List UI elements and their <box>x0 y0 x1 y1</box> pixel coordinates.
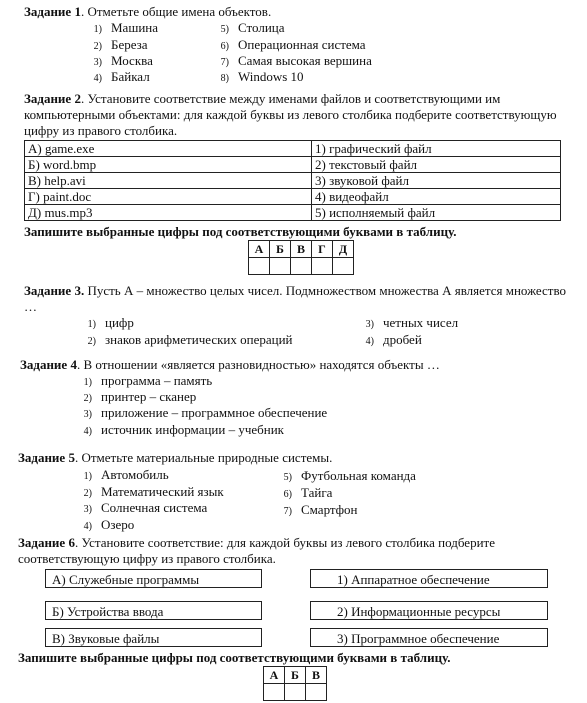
task6-text: . Установите соответствие: для каждой буквы из левого столбика подберите соответствующую цифру из правого столбика. <box>18 535 495 566</box>
task4-heading <box>20 357 440 373</box>
task5-item: 2) Математический язык <box>83 484 224 499</box>
task2-heading <box>24 91 569 139</box>
task3-item: 3) четных чисел <box>365 315 459 330</box>
task1-item: 3) Москва <box>93 53 153 68</box>
task5-item: 7) Смартфон <box>283 502 358 517</box>
task6-answer-table <box>263 666 327 701</box>
task3-item: 2) знаков арифметических операций <box>87 332 293 347</box>
task6-right-option[interactable]: 3) Программное обеспечение <box>310 628 548 647</box>
left-cell: Б) word.bmp <box>25 157 312 173</box>
task3-text: Пусть А – множество целых чисел. Подмножеством множества А является множество … <box>24 283 567 314</box>
task2-answer-table <box>248 240 354 275</box>
task2-label: Задание 2 <box>24 91 81 106</box>
task5-item: 5) Футбольная команда <box>283 468 416 483</box>
task1-item: 1) Машина <box>93 20 159 35</box>
table-row <box>264 667 327 684</box>
left-cell: А) game.exe <box>25 141 312 157</box>
task4-item: 4) источник информации – учебник <box>83 422 284 437</box>
answer-header: Б <box>270 241 291 258</box>
right-cell: 4) видеофайл <box>312 189 561 205</box>
answer-cell[interactable] <box>291 258 312 275</box>
answer-cell[interactable] <box>249 258 270 275</box>
task5-item: 4) Озеро <box>83 517 135 532</box>
task3-heading <box>24 283 569 315</box>
right-cell: 3) звуковой файл <box>312 173 561 189</box>
task6-left-option[interactable]: А) Служебные программы <box>45 569 262 588</box>
answer-cell[interactable] <box>270 258 291 275</box>
table-row <box>25 157 561 173</box>
answer-header: А <box>249 241 270 258</box>
task4-item: 1) программа – память <box>83 373 213 388</box>
task6-heading <box>18 535 570 567</box>
answer-header: А <box>264 667 285 684</box>
right-cell: 5) исполняемый файл <box>312 205 561 221</box>
answer-cell[interactable] <box>333 258 354 275</box>
task4-item: 3) приложение – программное обеспечение <box>83 405 328 420</box>
task5-item: 1) Автомобиль <box>83 467 169 482</box>
task5-item: 6) Тайга <box>283 485 333 500</box>
answer-header: Д <box>333 241 354 258</box>
answer-cell[interactable] <box>264 684 285 701</box>
task1-item: 7) Самая высокая вершина <box>220 53 372 68</box>
right-cell: 1) графический файл <box>312 141 561 157</box>
task1-text: . Отметьте общие имена объектов. <box>80 4 272 19</box>
task5-label: Задание 5 <box>18 450 75 465</box>
task6-left-option[interactable]: В) Звуковые файлы <box>45 628 262 647</box>
left-cell: Д) mus.mp3 <box>25 205 312 221</box>
table-row <box>25 141 561 157</box>
task3-item: 4) дробей <box>365 332 422 347</box>
answer-cell[interactable] <box>312 258 333 275</box>
left-cell: В) help.avi <box>25 173 312 189</box>
task5-item: 3) Солнечная система <box>83 500 208 515</box>
task6-left-option[interactable]: Б) Устройства ввода <box>45 601 262 620</box>
task1-heading <box>24 4 271 20</box>
task2-text: . Установите соответствие между именами файлов и соответствующими им компьютерными объектами: для каждой буквы из левого столбика подберите соответствующую цифру из правого столбика. <box>24 91 557 138</box>
task1-item: 2) Береза <box>93 37 148 52</box>
task3-label: Задание 3. <box>24 283 85 298</box>
left-cell: Г) paint.doc <box>25 189 312 205</box>
task1-item: 5) Столица <box>220 20 285 35</box>
table-row <box>25 189 561 205</box>
table-row <box>249 241 354 258</box>
task6-right-option[interactable]: 2) Информационные ресурсы <box>310 601 548 620</box>
table-row <box>25 205 561 221</box>
table-row <box>249 258 354 275</box>
right-cell: 2) текстовый файл <box>312 157 561 173</box>
table-row <box>264 684 327 701</box>
task4-text: . В отношении «является разновидностью» находятся объекты … <box>76 357 440 372</box>
answer-header: Г <box>312 241 333 258</box>
task2-instruction: Запишите выбранные цифры под соответствующими буквами в таблицу. <box>24 224 457 239</box>
task1-item: 6) Операционная система <box>220 37 366 52</box>
answer-cell[interactable] <box>285 684 306 701</box>
answer-header: В <box>306 667 327 684</box>
task5-text: . Отметьте материальные природные системы. <box>74 450 333 465</box>
task1-item: 4) Байкал <box>93 69 150 84</box>
answer-cell[interactable] <box>306 684 327 701</box>
task4-item: 2) принтер – сканер <box>83 389 197 404</box>
task1-item: 8) Windows 10 <box>220 69 304 84</box>
task3-item: 1) цифр <box>87 315 134 330</box>
task6-label: Задание 6 <box>18 535 75 550</box>
task5-heading <box>18 450 332 466</box>
task1-label: Задание 1 <box>24 4 81 19</box>
table-row <box>25 173 561 189</box>
task6-instruction: Запишите выбранные цифры под соответствующими буквами в таблицу. <box>18 650 451 665</box>
task6-right-option[interactable]: 1) Аппаратное обеспечение <box>310 569 548 588</box>
task2-matching-table <box>24 140 561 221</box>
answer-header: Б <box>285 667 306 684</box>
answer-header: В <box>291 241 312 258</box>
task4-label: Задание 4 <box>20 357 77 372</box>
